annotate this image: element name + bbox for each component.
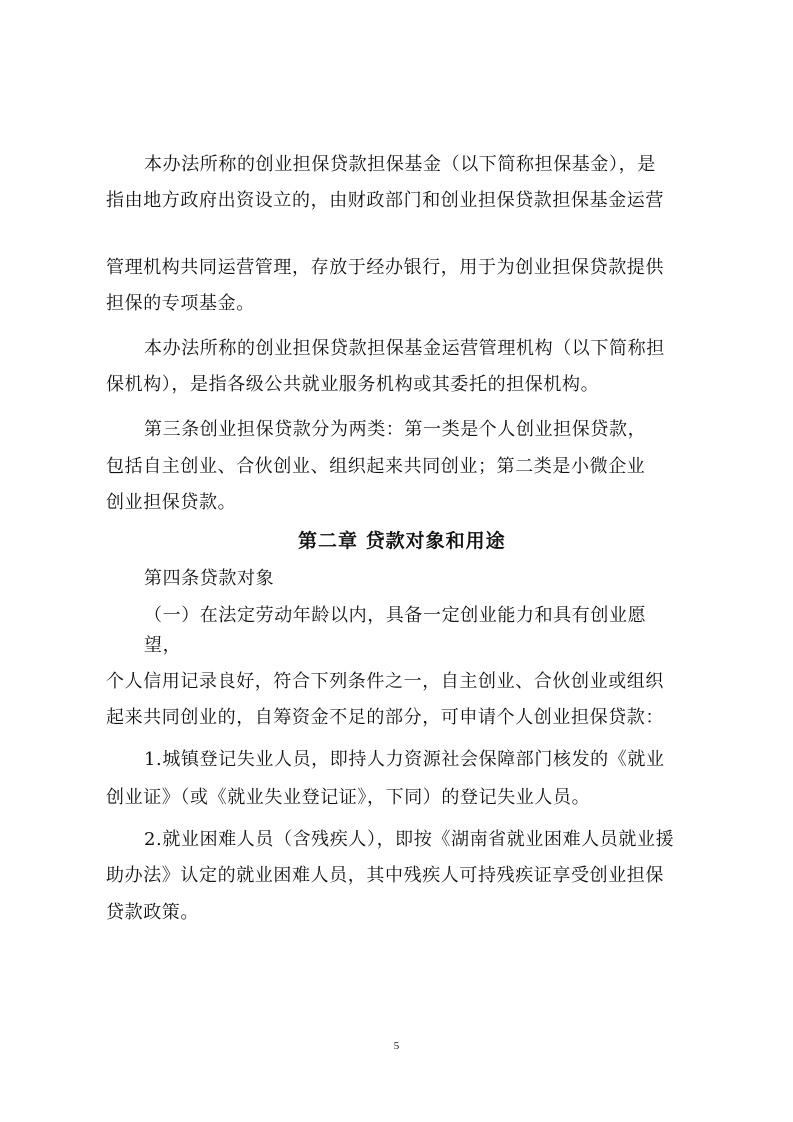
paragraph-line: 个人信用记录良好，符合下列条件之一，自主创业、合伙创业或组织 xyxy=(106,671,664,692)
paragraph-line: 本办法所称的创业担保贷款担保基金（以下简称担保基金），是 xyxy=(144,154,656,175)
paragraph-line: 贷款政策。 xyxy=(106,902,199,923)
paragraph-line: 创业担保贷款。 xyxy=(106,492,237,513)
chapter-heading: 第二章 贷款对象和用途 xyxy=(298,530,506,552)
paragraph-line: 指由地方政府出资设立的，由财政部门和创业担保贷款担保基金运营 xyxy=(106,190,664,211)
paragraph-line: （一）在法定劳动年龄以内，具备一定创业能力和具有创业愿 xyxy=(144,605,647,626)
paragraph-line: 创业证》（或《就业失业登记证》，下同）的登记失业人员。 xyxy=(106,787,591,808)
paragraph-line: 第三条创业担保贷款分为两类：第一类是个人创业担保贷款， xyxy=(144,419,647,440)
paragraph-line: 担保的专项基金。 xyxy=(106,293,255,314)
paragraph-line: 望， xyxy=(144,635,182,656)
paragraph-line: 助办法》认定的就业困难人员，其中残疾人可持残疾证享受创业担保 xyxy=(106,865,664,886)
paragraph-line: 包括自主创业、合伙创业、组织起来共同创业；第二类是小微企业 xyxy=(106,456,646,477)
paragraph-line: 第四条贷款对象 xyxy=(144,568,275,589)
paragraph-line: 1.城镇登记失业人员，即持人力资源社会保障部门核发的《就业 xyxy=(144,749,665,770)
paragraph-line: 本办法所称的创业担保贷款担保基金运营管理机构（以下简称担 xyxy=(144,338,665,359)
paragraph-line: 管理机构共同运营管理，存放于经办银行，用于为创业担保贷款提供 xyxy=(106,257,664,278)
paragraph-line: 起来共同创业的，自筹资金不足的部分，可申请个人创业担保贷款： xyxy=(106,707,664,728)
page-number: 5 xyxy=(393,1040,400,1052)
paragraph-line: 2.就业困难人员（含残疾人），即按《湖南省就业困难人员就业援 xyxy=(144,829,675,850)
paragraph-line: 保机构），是指各级公共就业服务机构或其委托的担保机构。 xyxy=(106,374,600,395)
